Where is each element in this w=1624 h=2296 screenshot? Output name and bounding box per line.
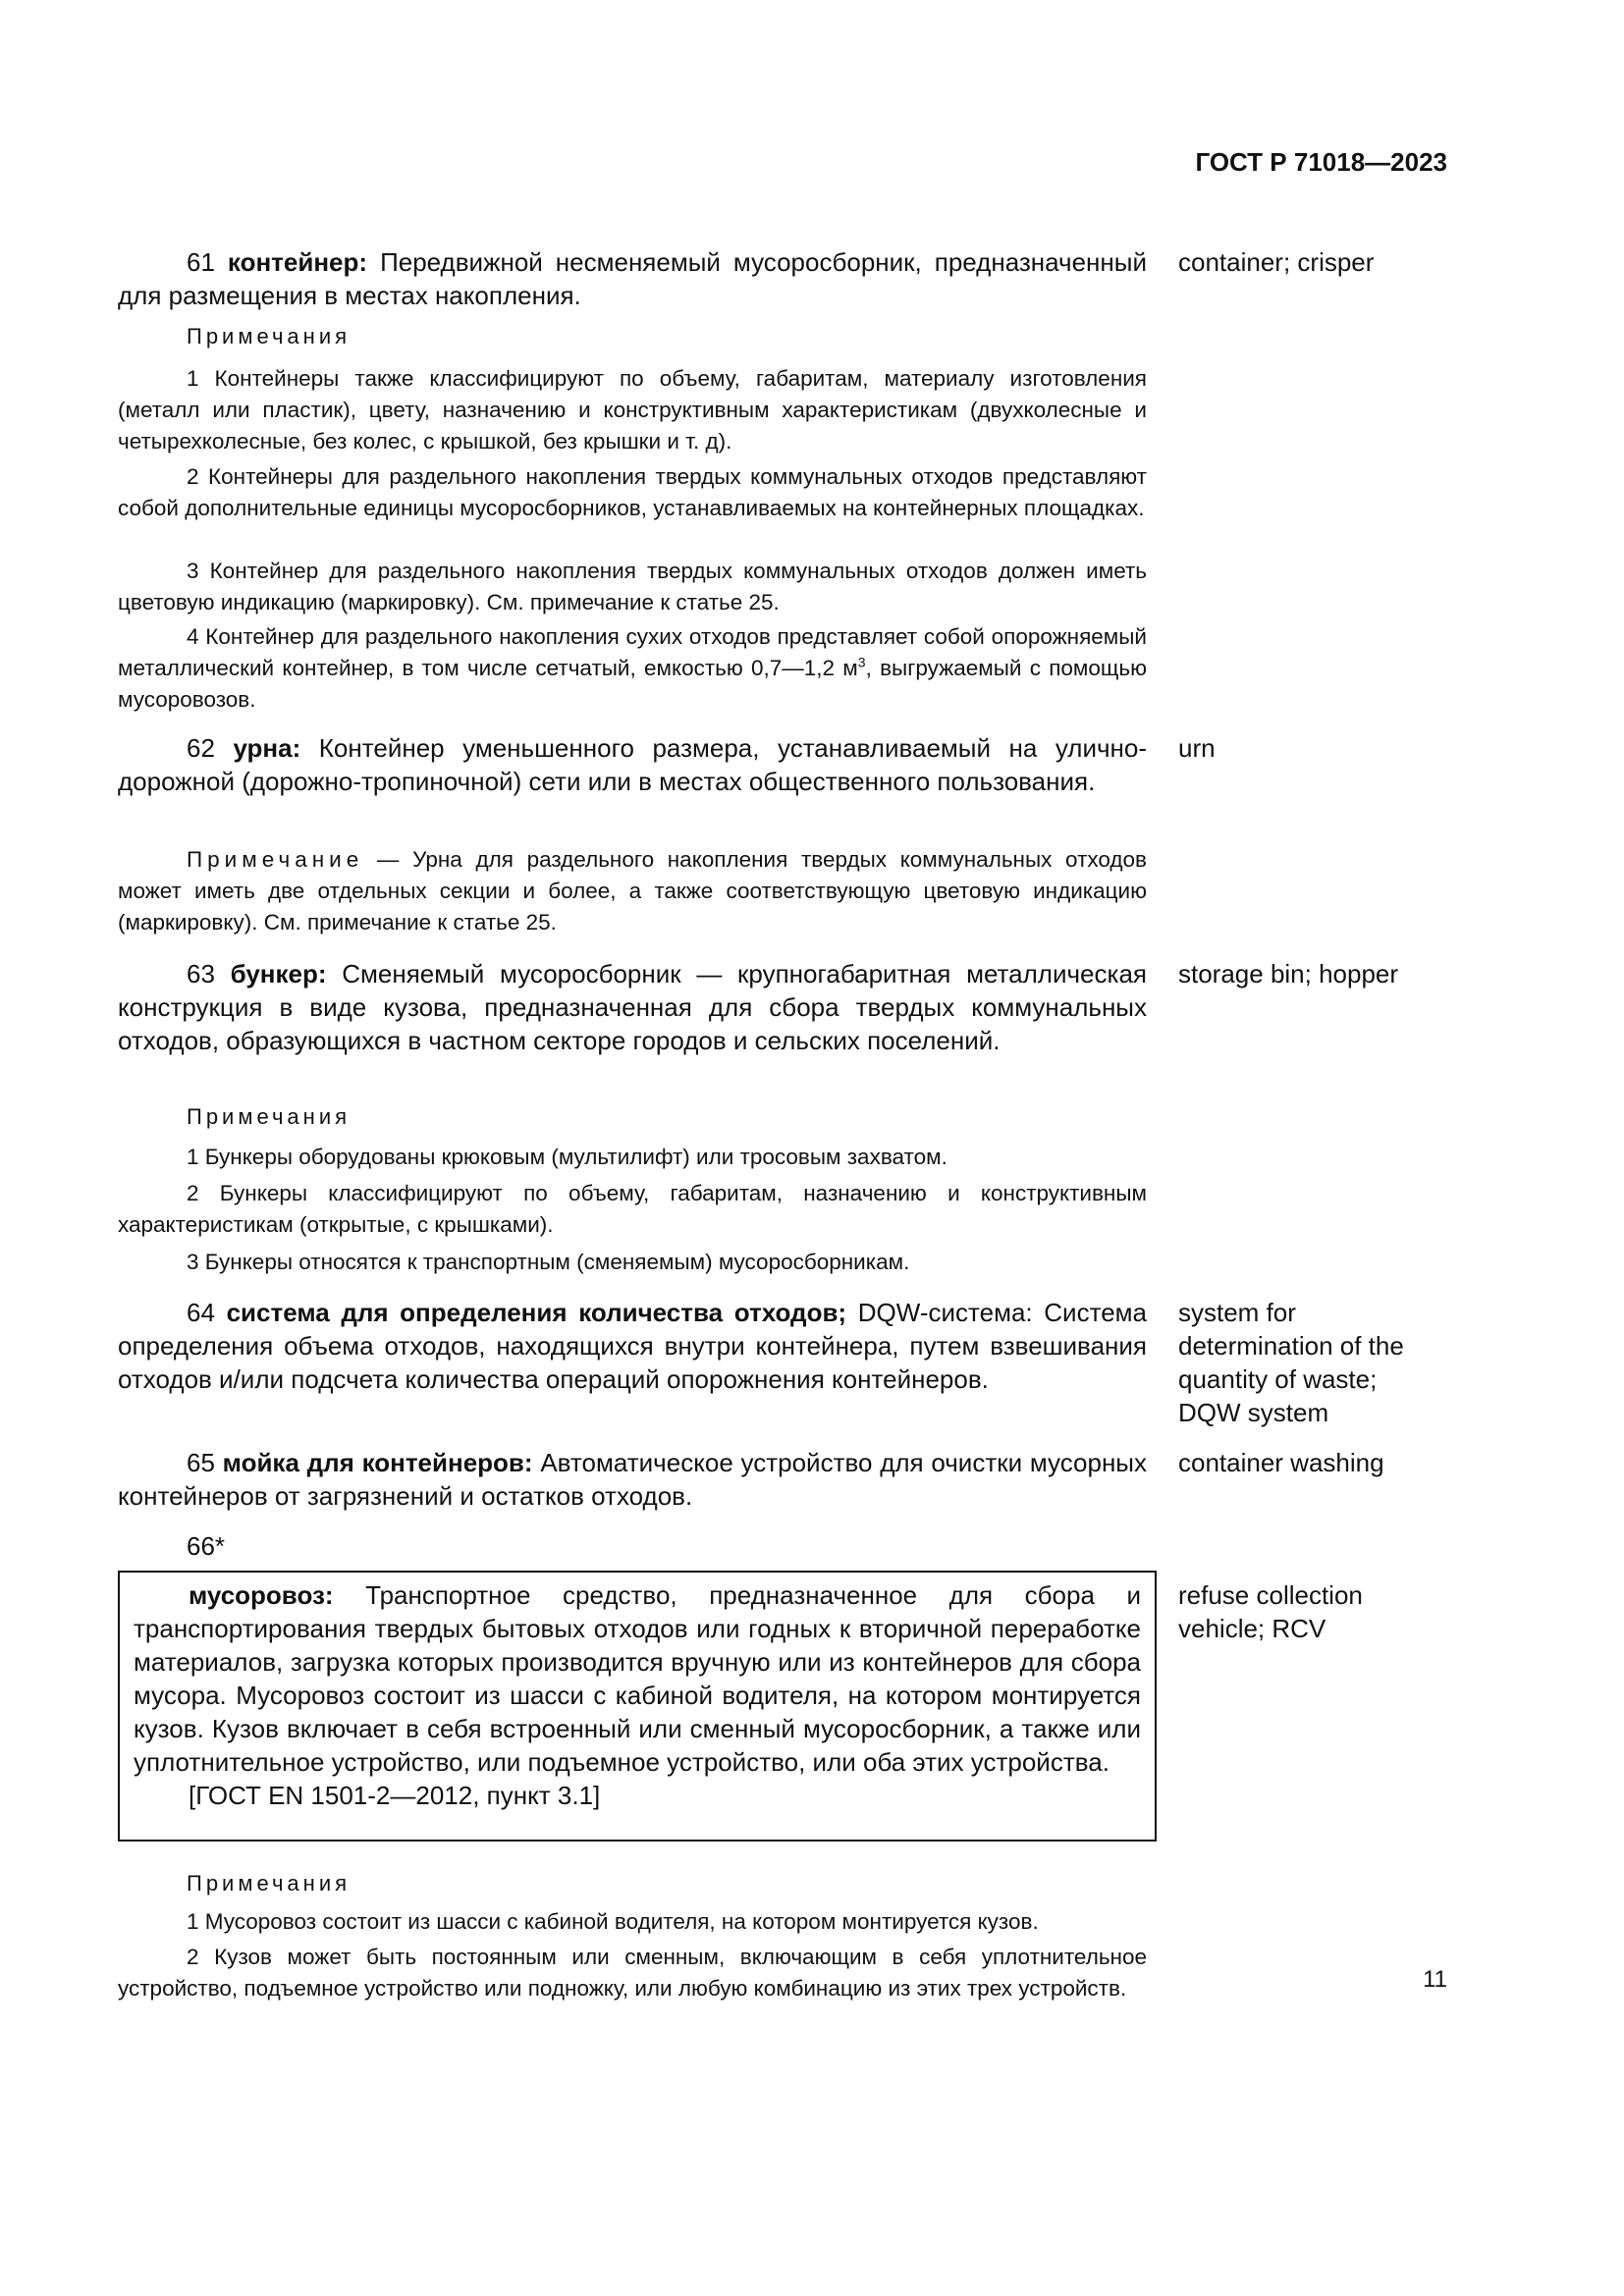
entry-number: 62 — [187, 733, 215, 763]
english-term-63: storage bin; hopper — [1178, 959, 1399, 988]
english-term-61: container; crisper — [1178, 247, 1375, 277]
notes-title-63: Примечания — [187, 1104, 352, 1129]
english-term-62: urn — [1178, 733, 1216, 763]
entry-66-number: 66* — [187, 1531, 226, 1561]
note-66-2: 2 Кузов может быть постоянным или сменным, включающим в себя уплотнительное устройство, подъемное устройство или подножку, или любую комбинацию из этих трех устройств. — [118, 1945, 1147, 2001]
entry-definition: DQW-система: Система определения объема отходов, находящихся внутри контейнера, путем взвешивания отходов и/или подсчета количества операций опорожнения контейнеров. — [118, 1298, 1147, 1394]
entry-definition: Передвижной несменяемый мусоросборник, предназначенный для размещения в местах накопления. — [118, 247, 1147, 310]
notes-title-66: Примечания — [187, 1871, 352, 1896]
entry-term: контейнер: — [227, 247, 368, 277]
entry-definition: Автоматическое устройство для очистки мусорных контейнеров от загрязнений и остатков отходов. — [118, 1448, 1147, 1511]
entry-definition: Сменяемый мусоросборник — крупногабаритная металлическая конструкция в виде кузова, предназначенная для сбора твердых коммунальных отходов, образующихся в частном секторе городов и сельских поселений. — [118, 959, 1147, 1055]
entry-number: 65 — [187, 1448, 215, 1477]
entry-number: 64 — [187, 1298, 215, 1327]
entry-term: урна: — [233, 733, 301, 763]
entry-number: 63 — [187, 959, 215, 988]
entry-66 — [120, 1573, 1155, 1812]
entry-61 — [118, 245, 1147, 312]
entry-63 — [118, 957, 1147, 1057]
entry-number: 61 — [187, 247, 215, 277]
english-term-65: container washing — [1178, 1448, 1384, 1477]
note-61-2: 2 Контейнеры для раздельного накопления твердых коммунальных отходов представляют собой дополнительные единицы мусоросборников, устанавливаемых на контейнерных площадках. — [118, 464, 1147, 520]
entry-62 — [118, 731, 1147, 798]
note-63-1: 1 Бункеры оборудованы крюковым (мультилифт) или тросовым захватом. — [187, 1145, 947, 1169]
document-code: ГОСТ Р 71018—2023 — [1195, 147, 1447, 177]
note-61-1: 1 Контейнеры также классифицируют по объему, габаритам, материалу изготовления (металл или пластик), цвету, назначению и конструктивным характеристикам (двухколесные и четырехколесные, без колес, с крышкой, без крышки и т. д). — [118, 366, 1147, 454]
entry-term: система для определения количества отходов; — [226, 1298, 847, 1327]
note-66-1: 1 Мусоровоз состоит из шасси с кабиной водителя, на котором монтируется кузов. — [187, 1909, 1039, 1934]
note-61-4: 4 Контейнер для раздельного накопления сухих отходов представляет собой опорожняемый металлический контейнер, в том числе сетчатый, емкостью 0,7—1,2 $м^3$, выгружаемый с помощью мусоровозов. — [118, 624, 1147, 712]
english-term-64: system for determination of the quantity of waste; DQW system — [1178, 1298, 1404, 1427]
entry-term: мойка для контейнеров: — [222, 1448, 533, 1477]
entry-term: мусоровоз: — [189, 1580, 334, 1610]
entry-65 — [118, 1446, 1147, 1513]
entry-term: бункер: — [230, 959, 327, 988]
note-63-3: 3 Бункеры относятся к транспортным (сменяемым) мусоросборникам. — [187, 1250, 910, 1274]
entry-reference: [ГОСТ EN 1501-2—2012, пункт 3.1] — [189, 1781, 601, 1810]
page-number: 11 — [1423, 1966, 1447, 1993]
english-term-66: refuse collection vehicle; RCV — [1178, 1580, 1363, 1643]
note-61-3: 3 Контейнер для раздельного накопления твердых коммунальных отходов должен иметь цветовую индикацию (маркировку). См. примечание к статье 25. — [118, 559, 1147, 614]
entry-66-box — [118, 1571, 1157, 1842]
notes-title-61: Примечания — [187, 324, 352, 348]
note-63-2: 2 Бункеры классифицируют по объему, габаритам, назначению и конструктивным характеристикам (открытые, с крышками). — [118, 1181, 1147, 1237]
note-62: Примечание — Урна для раздельного накопления твердых коммунальных отходов может иметь две отдельных секции и более, а также соответствующую цветовую индикацию (маркировку). См. примечание к статье 25. — [118, 847, 1147, 934]
entry-definition: Контейнер уменьшенного размера, устанавливаемый на улично-дорожной (дорожно-тропиночной) сети или в местах общественного пользования. — [118, 733, 1147, 796]
entry-definition: Транспортное средство, предназначенное для сбора и транспортирования твердых бытовых отходов или годных к вторичной переработке материалов, загрузка которых производится вручную или из контейнеров для сбора мусора. Мусоровоз состоит из шасси с кабиной водителя, на котором монтируется кузов. Кузов включает в себя встроенный или сменный мусоросборник, а также или уплотнительное устройство, или подъемное устройство, или оба этих устройства. — [134, 1580, 1141, 1777]
entry-64 — [118, 1296, 1147, 1396]
